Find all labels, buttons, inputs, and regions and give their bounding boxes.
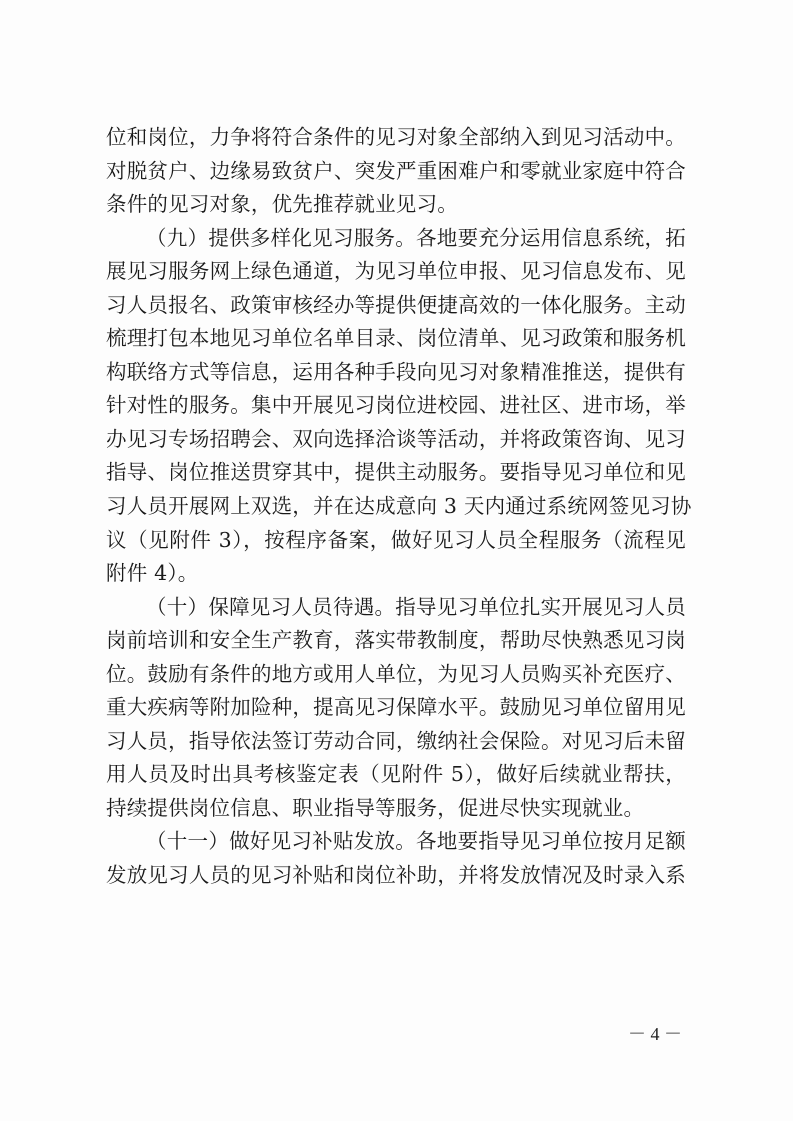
text-line: 重大疾病等附加险种，提高见习保障水平。鼓励见习单位留用见 — [106, 695, 686, 720]
text-line: 构联络方式等信息，运用各种手段向见习对象精准推送，提供有 — [106, 359, 686, 384]
page-number: － 4 － — [628, 1024, 682, 1044]
text-line: 展见习服务网上绿色通道，为见习单位申报、见习信息发布、见 — [106, 259, 686, 284]
paragraph-continuation — [106, 121, 686, 222]
text-line-heading: （十）保障见习人员待遇。指导见习单位扎实开展见习人员 — [146, 594, 686, 619]
text-line: 办见习专场招聘会、双向选择洽谈等活动，并将政策咨询、见习 — [106, 426, 686, 451]
text-line: 习人员，指导依法签订劳动合同，缴纳社会保险。对见习后未留 — [106, 728, 686, 753]
text-line: 位和岗位，力争将符合条件的见习对象全部纳入到见习活动中。 — [106, 125, 686, 149]
text-line: 位。鼓励有条件的地方或用人单位，为见习人员购买补充医疗、 — [106, 661, 686, 686]
text-line-heading: （九）提供多样化见习服务。各地要充分运用信息系统，拓 — [146, 225, 686, 250]
text-line: 针对性的服务。集中开展见习岗位进校园、进社区、进市场，举 — [106, 393, 686, 418]
text-line: 条件的见习对象，优先推荐就业见习。 — [106, 192, 458, 217]
text-line: 梳理打包本地见习单位名单目录、岗位清单、见习政策和服务机 — [106, 326, 686, 351]
paragraph-section-9 — [106, 222, 692, 591]
text-line: 议（见附件 3），按程序备案，做好见习人员全程服务（流程见 — [106, 527, 686, 552]
text-line: 持续提供岗位信息、职业指导等服务，促进尽快实现就业。 — [106, 795, 645, 820]
text-line: 习人员开展网上双选，并在达成意向 3 天内通过系统网签见习协 — [106, 494, 692, 519]
text-line: 岗前培训和安全生产教育，落实带教制度，帮助尽快熟悉见习岗 — [106, 628, 686, 653]
text-line-heading: （十一）做好见习补贴发放。各地要指导见习单位按月足额 — [146, 829, 686, 854]
text-line: 对脱贫户、边缘易致贫户、突发严重困难户和零就业家庭中符合 — [106, 158, 686, 183]
text-line: 习人员报名、政策审核经办等提供便捷高效的一体化服务。主动 — [106, 292, 686, 317]
text-line: 指导、岗位推送贯穿其中，提供主动服务。要指导见习单位和见 — [106, 460, 686, 485]
document-body — [106, 121, 692, 893]
paragraph-section-10 — [106, 591, 686, 826]
paragraph-section-11 — [106, 825, 686, 892]
text-line: 用人员及时出具考核鉴定表（见附件 5），做好后续就业帮扶， — [106, 762, 686, 787]
text-line: 附件 4）。 — [106, 561, 199, 586]
text-line: 发放见习人员的见习补贴和岗位补助，并将发放情况及时录入系 — [106, 863, 686, 888]
